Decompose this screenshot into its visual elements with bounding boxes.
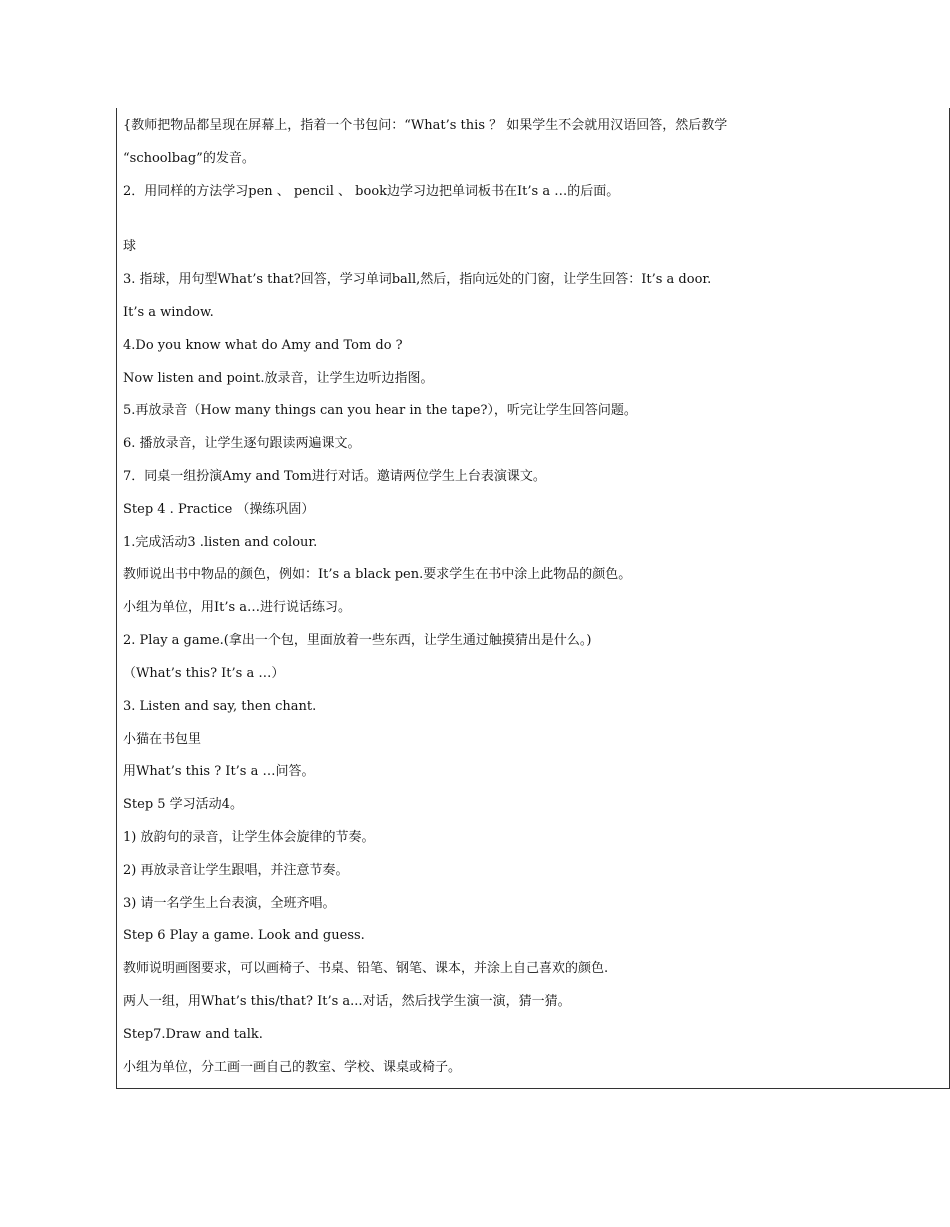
text-line: 7．同桌一组扮演Amy and Tom进行对话。邀请两位学生上台表演课文。	[123, 469, 546, 484]
text-line: 用What’s this ? It’s a …问答。	[123, 764, 315, 779]
text-line: 小组为单位，分工画一画自己的教室、学校、课桌或椅子。	[123, 1060, 462, 1075]
text-line: 3. 指球，用句型What’s that?回答，学习单词ball,然后，指向远处的门窗，让学生回答：It’s a door.	[123, 272, 712, 287]
text-line: 两人一组，用What’s this/that? It’s a...对话，然后找学生演一演，猜一猜。	[123, 994, 571, 1009]
text-line: Step7.Draw and talk.	[123, 1027, 263, 1042]
text-line: Step 5 学习活动4。	[123, 797, 243, 812]
text-line: 4.Do you know what do Amy and Tom do ?	[123, 338, 403, 353]
text-line: {教师把物品都呈现在屏幕上，指着一个书包问：“What’s this ？ 如果学生不会就用汉语回答，然后教学	[123, 118, 728, 133]
text-line: Step 6 Play a game. Look and guess.	[123, 928, 365, 943]
text-line: 3. Listen and say, then chant.	[123, 699, 317, 714]
text-line: 教师说明画图要求，可以画椅子、书桌、铅笔、钢笔、课本，并涂上自己喜欢的颜色.	[123, 961, 609, 976]
text-line: 6. 播放录音，让学生逐句跟读两遍课文。	[123, 436, 361, 451]
text-line: 小猫在书包里	[123, 732, 202, 747]
text-line: “schoolbag”的发音。	[123, 151, 255, 166]
text-line: 2. Play a game.(拿出一个包，里面放着一些东西，让学生通过触摸猜出是什么。)	[123, 633, 592, 648]
text-line: Now listen and point.放录音，让学生边听边指图。	[123, 371, 434, 386]
text-line: Step 4 . Practice （操练巩固）	[123, 502, 315, 517]
text-line: 3) 请一名学生上台表演，全班齐唱。	[123, 896, 336, 911]
text-line: 1) 放韵句的录音，让学生体会旋律的节奏。	[123, 830, 375, 845]
text-line: 1.完成活动3 .listen and colour.	[123, 535, 318, 550]
text-line: 2．用同样的方法学习pen 、 pencil 、 book边学习边把单词板书在It’s a …的后面。	[123, 184, 620, 199]
text-line: （What’s this? It’s a …）	[123, 666, 285, 681]
text-line: 小组为单位，用It’s a…进行说话练习。	[123, 600, 352, 615]
text-line: 教师说出书中物品的颜色，例如：It’s a black pen.要求学生在书中涂上此物品的颜色。	[123, 567, 632, 582]
text-line: 球	[123, 239, 137, 254]
text-line: 2) 再放录音让学生跟唱，并注意节奏。	[123, 863, 349, 878]
text-line: 5.再放录音（How many things can you hear in the tape?），听完让学生回答问题。	[123, 403, 637, 418]
text-line: It’s a window.	[123, 305, 214, 320]
